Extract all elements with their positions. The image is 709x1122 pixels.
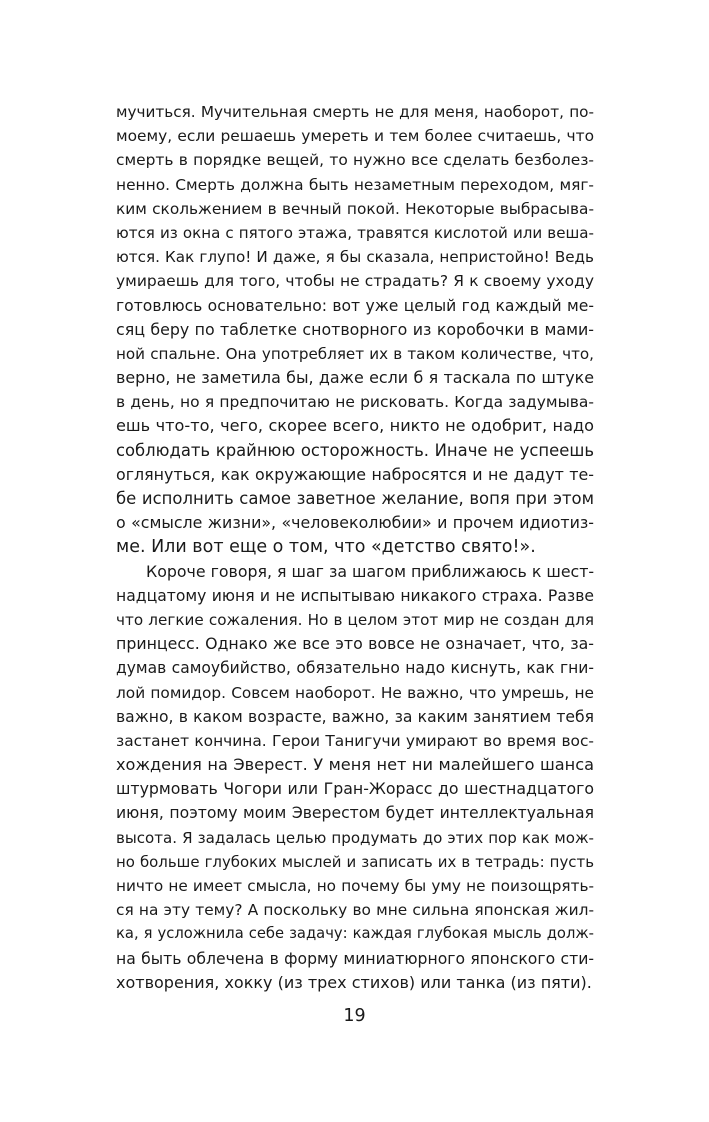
text-line: но больше глубоких мыслей и записать их в тетрадь: пусть [116, 852, 594, 871]
text-line: ся на эту тему? А поскольку во мне сильна японская жил- [116, 901, 594, 920]
text-line: хождения на Эверест. У меня нет ни малейшего шанса [116, 755, 594, 775]
text-line: ной спальне. Она употребляет их в таком количестве, что, [116, 344, 594, 363]
text-line: готовлюсь основательно: вот уже целый год каждый ме- [116, 296, 594, 315]
text-line: ются. Как глупо! И даже, я бы сказала, непристойно! Ведь [116, 248, 594, 267]
text-line: в день, но я предпочитаю не рисковать. Когда задумыва- [116, 393, 594, 412]
text-line: смерть в порядке вещей, то нужно все сделать безболез- [116, 151, 594, 170]
text-line: ешь что-то, чего, скорее всего, никто не одобрит, надо [116, 416, 594, 436]
text-line: важно, в каком возрасте, важно, за каким занятием тебя [116, 707, 594, 726]
text-line: о «смысле жизни», «человеколюбии» и прочем идиотиз- [116, 513, 594, 533]
text-line: бе исполнить самое заветное желание, вопя при этом [116, 489, 594, 508]
body-text [116, 100, 594, 995]
text-line: думав самоубийство, обязательно надо киснуть, как гни- [116, 659, 594, 678]
text-line: соблюдать крайнюю осторожность. Иначе не успеешь [116, 440, 594, 460]
text-line: оглянуться, как окружающие набросятся и не дадут те- [116, 464, 594, 484]
text-line: ничто не имеет смысла, но почему бы уму не поизощрять- [116, 877, 594, 895]
text-line: надцатому июня и не испытываю никакого страха. Разве [116, 586, 594, 605]
text-line: ются из окна с пятого этажа, травятся кислотой или веша- [116, 223, 594, 242]
page-number: 19 [343, 1006, 366, 1026]
paragraph-1 [116, 100, 594, 560]
text-line: на быть облечена в форму миниатюрного японского сти- [116, 948, 594, 968]
text-line: что легкие сожаления. Но в целом этот мир не создан для [116, 610, 594, 629]
text-line: высота. Я задалась целью продумать до этих пор как мож- [116, 828, 594, 847]
text-line: лой помидор. Совсем наоборот. Не важно, что умрешь, не [116, 683, 594, 702]
text-line: мучиться. Мучительная смерть не для меня, наоборот, по- [116, 103, 594, 121]
text-line: июня, поэтому моим Эверестом будет интеллектуальная [116, 803, 594, 823]
text-line: ка, я усложнила себе задачу: каждая глубокая мысль долж- [116, 925, 594, 943]
text-line: моему, если решаешь умереть и тем более считаешь, что [116, 127, 594, 146]
text-line: умираешь для того, чтобы не страдать? Я к своему уходу [116, 272, 594, 291]
text-line: принцесс. Однако же все это вовсе не означает, что, за- [116, 634, 594, 654]
text-line: ким скольжением в вечный покой. Некоторые выбрасыва- [116, 199, 594, 218]
text-line: Короче говоря, я шаг за шагом приближаюсь к шест- [146, 561, 595, 581]
text-line: сяц беру по таблетке снотворного из коробочки в мами- [116, 319, 594, 339]
text-line: хотворения, хокку (из трех стихов) или танка (из пяти). [116, 972, 592, 992]
text-line: штурмовать Чогори или Гран-Жорасс до шестнадцатого [116, 779, 594, 799]
paragraph-2 [116, 560, 594, 995]
text-line: ме. Или вот еще о том, что «детство свято!». [116, 537, 536, 558]
text-line: верно, не заметила бы, даже если б я таскала по штуке [116, 368, 594, 388]
text-line: ненно. Смерть должна быть незаметным переходом, мяг- [116, 175, 594, 194]
text-line: застанет кончина. Герои Танигучи умирают во время вос- [116, 731, 594, 750]
